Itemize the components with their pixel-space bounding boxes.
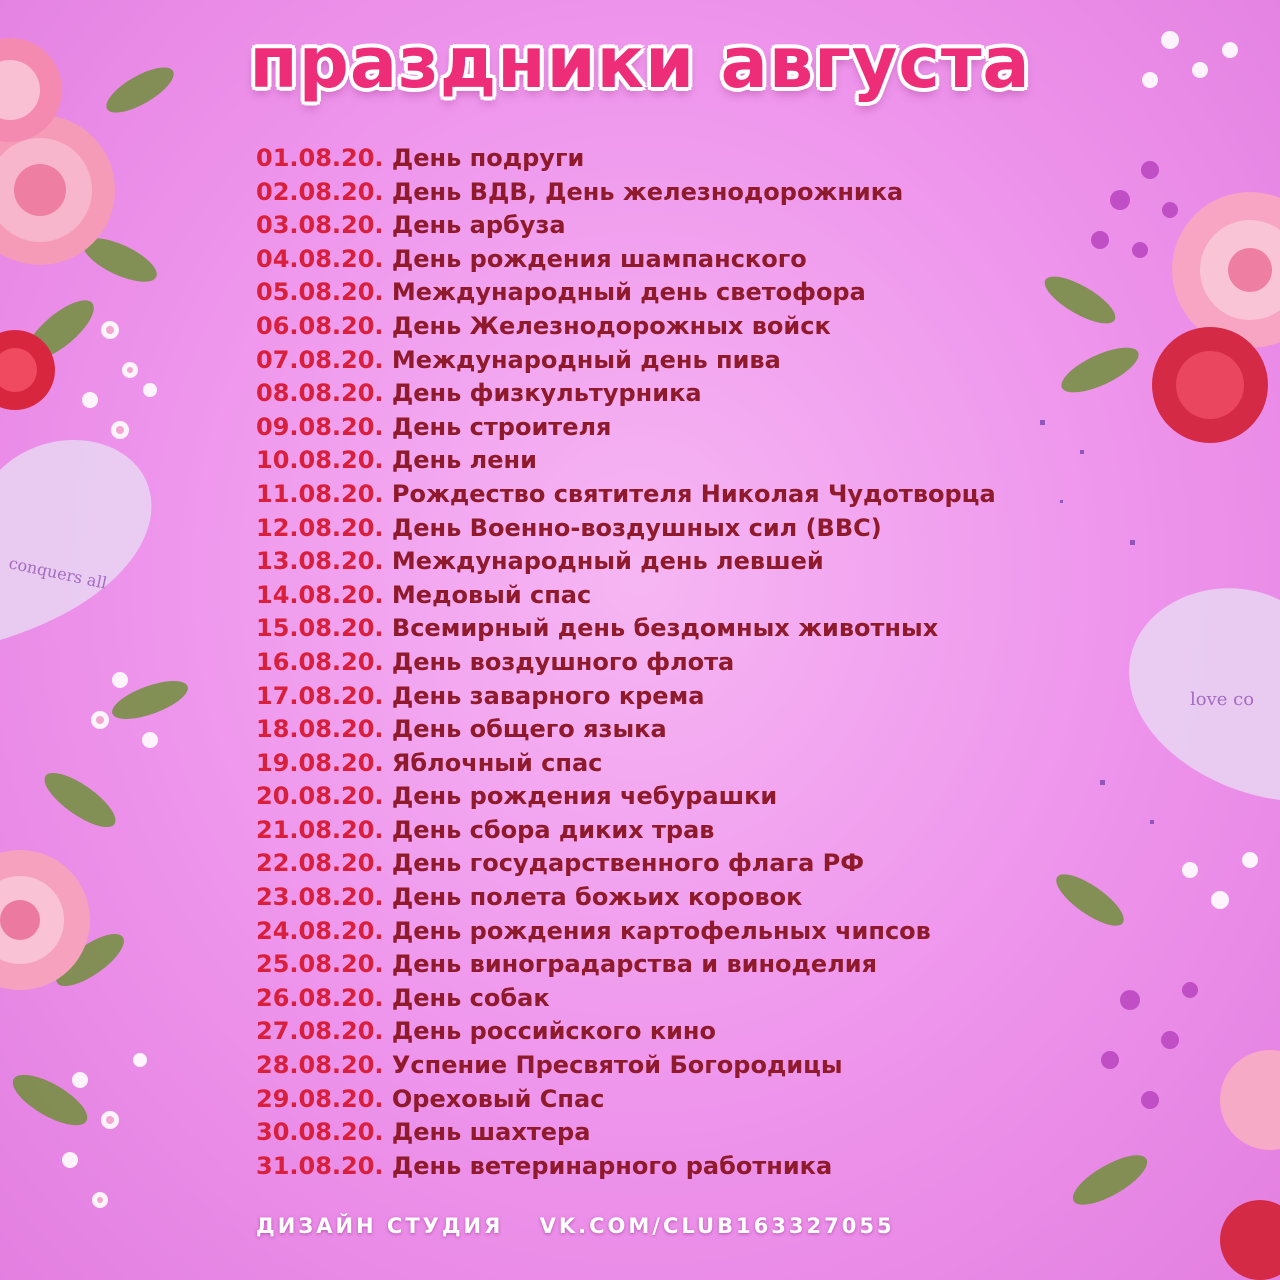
list-item [256, 176, 996, 210]
holiday-date: 24.08.20. [256, 916, 384, 945]
holiday-date: 10.08.20. [256, 446, 384, 475]
holiday-name: День ветеринарного работника [391, 1151, 833, 1180]
holiday-name: Медовый спас [391, 580, 592, 609]
holiday-date: 17.08.20. [256, 681, 384, 710]
holiday-date: 30.08.20. [256, 1118, 384, 1147]
list-item [256, 276, 996, 310]
holiday-date: 22.08.20. [256, 849, 384, 878]
list-item [256, 747, 996, 781]
holiday-name: Всемирный день бездомных животных [391, 614, 939, 643]
holiday-name: Международный день светофора [391, 278, 866, 307]
holiday-name: Ореховый Спас [391, 1084, 605, 1113]
holiday-name: День рождения чебурашки [391, 782, 778, 811]
page-title: праздники августа [249, 22, 1031, 104]
holiday-name: Международный день пива [391, 345, 781, 374]
heart-left-text: conquers all [7, 553, 109, 593]
holiday-list [256, 142, 996, 1183]
holiday-date: 03.08.20. [256, 211, 384, 240]
holiday-date: 12.08.20. [256, 513, 384, 542]
holiday-name: День воздушного флота [391, 647, 735, 676]
holiday-name: День рождения шампанского [391, 244, 807, 273]
list-item [256, 377, 996, 411]
list-item [256, 142, 996, 176]
holiday-date: 16.08.20. [256, 647, 384, 676]
holiday-name: День физкультурника [391, 379, 702, 408]
list-item [256, 680, 996, 714]
heart-right-text: love co [1190, 689, 1255, 710]
holiday-name: День Железнодорожных войск [391, 311, 831, 340]
holiday-date: 19.08.20. [256, 748, 384, 777]
list-item [256, 1015, 996, 1049]
list-item [256, 579, 996, 613]
holiday-date: 14.08.20. [256, 580, 384, 609]
list-item [256, 612, 996, 646]
holiday-date: 02.08.20. [256, 177, 384, 206]
list-item [256, 243, 996, 277]
holiday-name: День заварного крема [391, 681, 705, 710]
list-item [256, 1150, 996, 1184]
list-item [256, 1116, 996, 1150]
right-floral-decoration [1020, 0, 1280, 1280]
holiday-date: 29.08.20. [256, 1084, 384, 1113]
list-item [256, 344, 996, 378]
list-item [256, 814, 996, 848]
list-item [256, 948, 996, 982]
holiday-name: День российского кино [391, 1017, 716, 1046]
holiday-name: День собак [391, 983, 550, 1012]
holiday-name: День полета божьих коровок [391, 883, 803, 912]
footer-link[interactable]: VK.COM/CLUB163327055 [539, 1214, 895, 1238]
list-item [256, 780, 996, 814]
list-item [256, 310, 996, 344]
holiday-name: День виноградарства и виноделия [391, 950, 878, 979]
holiday-date: 07.08.20. [256, 345, 384, 374]
holiday-name: День арбуза [391, 211, 566, 240]
list-item [256, 982, 996, 1016]
list-item [256, 915, 996, 949]
list-item [256, 713, 996, 747]
holiday-date: 15.08.20. [256, 614, 384, 643]
holiday-date: 25.08.20. [256, 950, 384, 979]
holiday-date: 21.08.20. [256, 815, 384, 844]
list-item [256, 1049, 996, 1083]
list-item [256, 478, 996, 512]
footer-studio: ДИЗАЙН СТУДИЯ [256, 1214, 504, 1238]
holiday-name: Рождество святителя Николая Чудотворца [391, 479, 996, 508]
holiday-name: День государственного флага РФ [391, 849, 865, 878]
holiday-date: 31.08.20. [256, 1151, 384, 1180]
holiday-date: 26.08.20. [256, 983, 384, 1012]
holiday-name: День Военно-воздушных сил (ВВС) [391, 513, 882, 542]
holiday-date: 01.08.20. [256, 144, 384, 172]
holiday-date: 20.08.20. [256, 782, 384, 811]
holiday-date: 11.08.20. [256, 479, 384, 508]
holiday-name: День ВДВ, День железнодорожника [391, 177, 904, 206]
holiday-name: День рождения картофельных чипсов [391, 916, 931, 945]
footer [256, 1214, 895, 1238]
list-item [256, 209, 996, 243]
holiday-name: День общего языка [391, 715, 667, 744]
holiday-name: Яблочный спас [391, 748, 603, 777]
list-item [256, 847, 996, 881]
holiday-name: День шахтера [391, 1118, 591, 1147]
holiday-name: Международный день левшей [391, 547, 824, 576]
holiday-date: 04.08.20. [256, 244, 384, 273]
holiday-date: 23.08.20. [256, 883, 384, 912]
holiday-name: Успение Пресвятой Богородицы [391, 1051, 843, 1080]
holiday-name: День лени [391, 446, 537, 475]
list-item [256, 512, 996, 546]
holiday-name: День сбора диких трав [391, 815, 715, 844]
holiday-date: 13.08.20. [256, 547, 384, 576]
list-item [256, 646, 996, 680]
left-floral-decoration [0, 0, 240, 1280]
holiday-name: День строителя [391, 412, 612, 441]
holiday-name: День подруги [391, 144, 585, 172]
holiday-date: 18.08.20. [256, 715, 384, 744]
list-item [256, 881, 996, 915]
holiday-date: 06.08.20. [256, 311, 384, 340]
holiday-date: 08.08.20. [256, 379, 384, 408]
list-item [256, 545, 996, 579]
holiday-date: 09.08.20. [256, 412, 384, 441]
holiday-date: 05.08.20. [256, 278, 384, 307]
list-item [256, 444, 996, 478]
holiday-date: 28.08.20. [256, 1051, 384, 1080]
holiday-date: 27.08.20. [256, 1017, 384, 1046]
list-item [256, 1083, 996, 1117]
list-item [256, 411, 996, 445]
